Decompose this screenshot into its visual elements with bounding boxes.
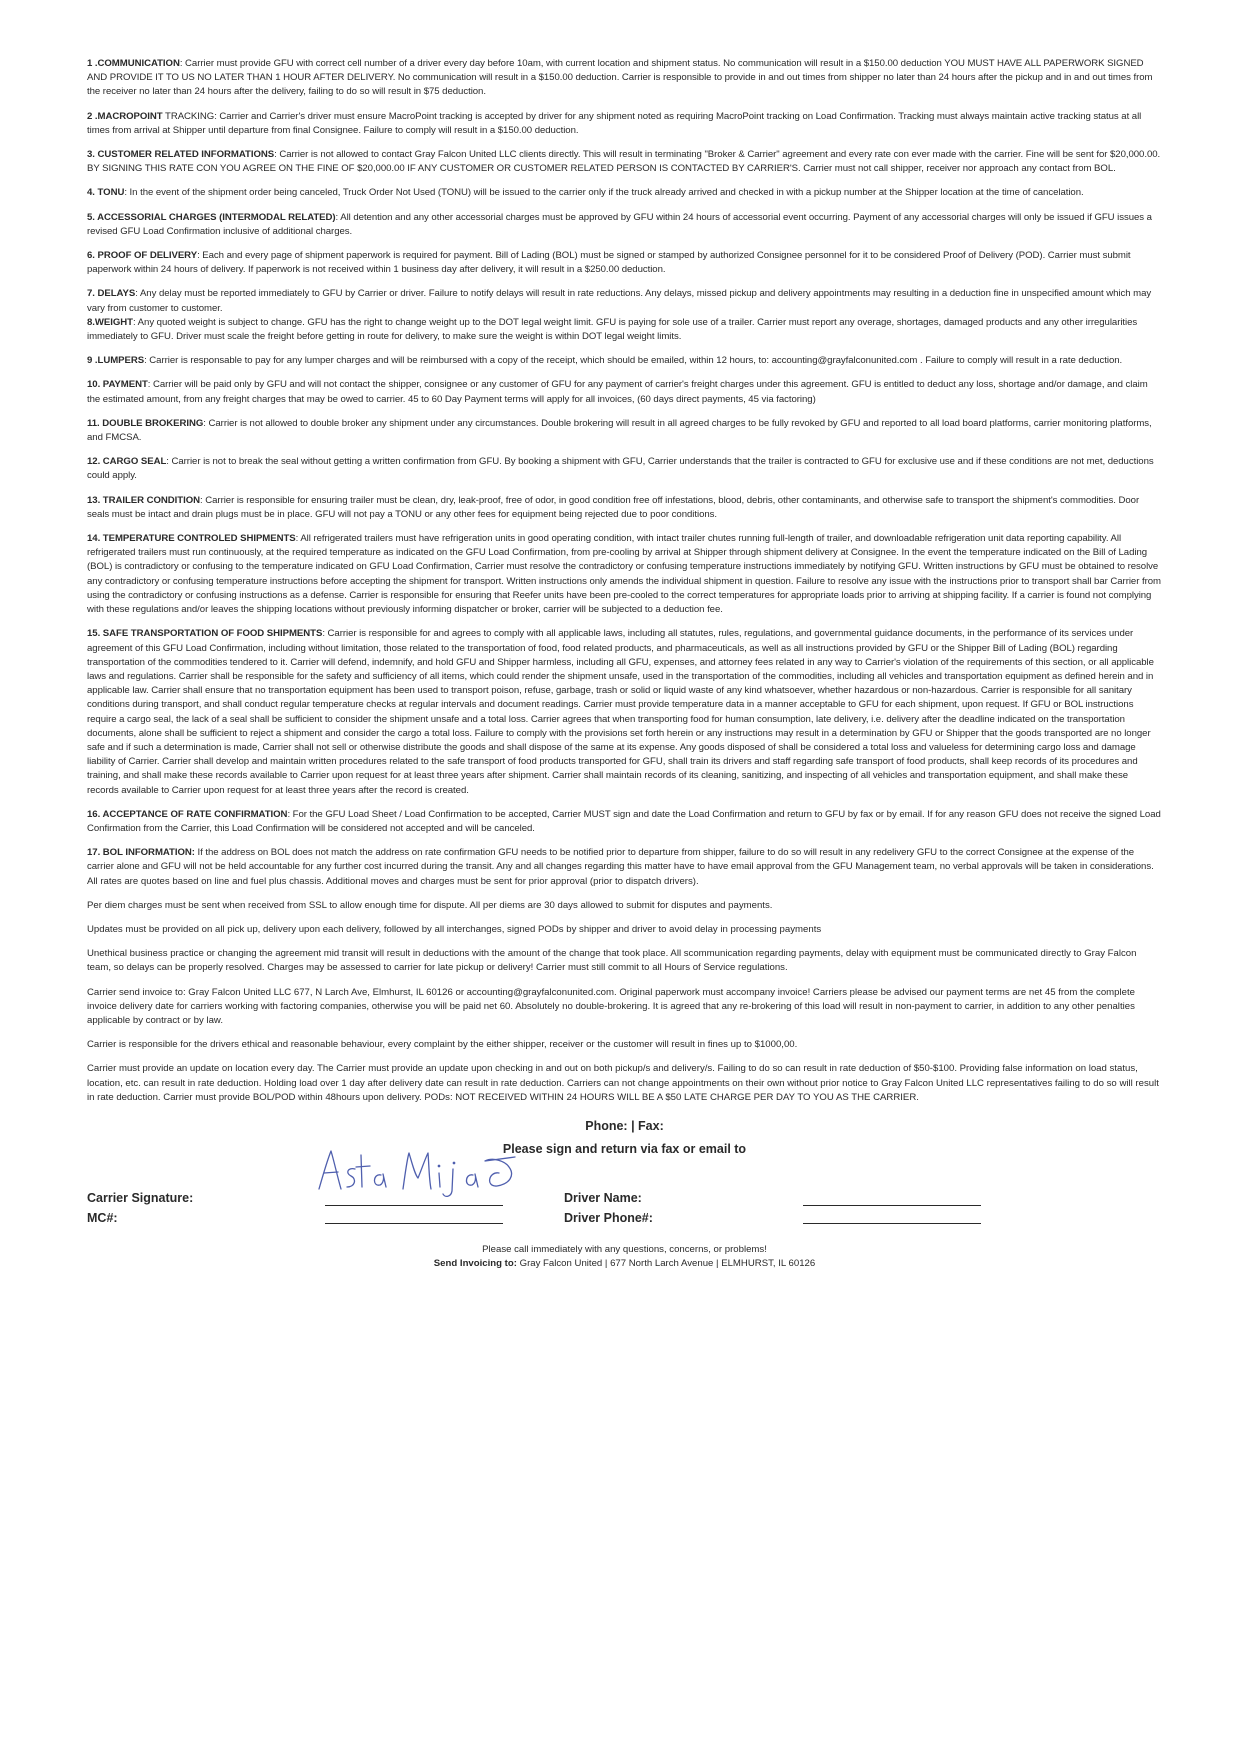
- term-label: 8.WEIGHT: [87, 316, 133, 328]
- term-label: 14. TEMPERATURE CONTROLED SHIPMENTS: [87, 533, 296, 545]
- terms-paragraph: Per diem charges must be sent when received from SSL to allow enough time for dispute. All per diems are 30 days allowed to submit for disputes and payments.: [87, 899, 773, 911]
- mc-label: MC#:: [87, 1210, 118, 1225]
- invoicing-line: [87, 1257, 1162, 1271]
- mc-line[interactable]: [325, 1223, 503, 1224]
- terms-paragraph: Carrier send invoice to: Gray Falcon United LLC 677, N Larch Ave, Elmhurst, IL 60126 or accounting@grayfalconunited.com. Original paperwork must accompany invoice! Carriers please be advised our payment terms are net 45 from the complete invoice delivery date for carriers working with factoring companies, otherwise you will be paid net 60. Absolutely no double-brokering. It is agreed that any re-brokering of this load will result in non-payment to carrier, in addition to any other penalties applicable by contract or by law.: [87, 986, 1135, 1026]
- terms-paragraph: Carrier is responsible for the drivers ethical and reasonable behaviour, every complaint by the either shipper, receiver or the customer will result in fines up to $1000,00.: [87, 1039, 798, 1051]
- term-text: TRACKING: Carrier and Carrier's driver must ensure MacroPoint tracking is accepted by driver for any shipment noted as requiring MacroPoint tracking on Load Confirmation. Tracking must always maintain active tracking status at all times from arrival at Shipper until departure from final Consignee. Failure to comply will result in a $150.00 deduction.: [87, 110, 1142, 136]
- term-label: 5. ACCESSORIAL CHARGES (INTERMODAL RELATED): [87, 211, 336, 223]
- term-text: If the address on BOL does not match the address on rate confirmation GFU needs to be notified prior to departure from shipper, failure to do so will result in any redelivery GFU to the correct Consignee at the expense of the carrier alone and GFU will not be held accountable for any further cost incurred during the transit. Any and all changes regarding this matter have to have email approval from the GFU Management team, no verbal approvals will be taken in considerations.: [87, 847, 1154, 873]
- invoicing-address: Gray Falcon United | 677 North Larch Avenue | ELMHURST, IL 60126: [516, 1257, 816, 1269]
- driver-phone-label: Driver Phone#:: [564, 1210, 653, 1225]
- rate-confirmation-terms: [87, 57, 1162, 1271]
- term-item: [87, 494, 1162, 522]
- term-text: : Any delay must be reported immediately to GFU by Carrier or driver. Failure to notify delays will result in rate reductions. Any delays, missed pickup and delivery appointments may resulting in a deduction fine in unspecified amount which may vary from customer to customer.: [87, 288, 1152, 314]
- term-item: [87, 417, 1162, 445]
- terms-paragraph: Updates must be provided on all pick up, delivery upon each delivery, followed by all interchanges, signed PODs by shipper and driver to avoid delay in processing payments: [87, 923, 822, 935]
- phone-fax-line: Phone: | Fax:: [585, 1118, 664, 1133]
- invoicing-label: Send Invoicing to:: [433, 1257, 517, 1269]
- return-instructions: Please sign and return via fax or email to: [502, 1141, 747, 1156]
- term-label: 12. CARGO SEAL: [87, 456, 167, 468]
- term-item: [87, 57, 1162, 100]
- term-label: 11. DOUBLE BROKERING: [87, 417, 204, 429]
- term-text: : Any quoted weight is subject to change. GFU has the right to change weight up to the DOT legal weight limit. GFU is paying for sole use of a trailer. Carrier must report any overage, shortages, damaged products and any other irregularities immediately to GFU. Driver must scale the freight before getting in route for delivery, to make sure the weight is within DOT legal weight limits.: [87, 316, 1138, 343]
- term-item: [87, 186, 1162, 200]
- contact-block: [87, 1115, 1162, 1161]
- term-text: : Carrier is not allowed to double broker any shipment under any circumstances. Double brokering will result in all agreed charges to be fully revoked by GFU and reported to all load board platforms, carrier monitoring platforms, and FMCSA.: [87, 417, 1152, 444]
- term-text: : For the GFU Load Sheet / Load Confirmation to be accepted, Carrier MUST sign and date the Load Confirmation and return to GFU by fax or by email. If for any reason GFU does not receive the signed Load Confirmation from the Carrier, this Load Confirmation will be considered not accepted and will be canceled.: [87, 808, 1161, 834]
- term-text: : All detention and any other accessorial charges must be approved by GFU within 24 hours of accessorial event occurring. Payment of any accessorial charges will only be issued if GFU issues a revised GFU Load Confirmation inclusive of additional charges.: [87, 211, 1152, 237]
- driver-name-line[interactable]: [803, 1205, 981, 1206]
- term-label: 15. SAFE TRANSPORTATION OF FOOD SHIPMENTS: [87, 628, 323, 640]
- terms-paragraph: Carrier must provide an update on location every day. The Carrier must provide an update upon checking in and out on both pickup/s and delivery/s. Failing to do so can result in rate deduction of $50-$100. Providing false information on load status, location, etc. can result in rate deduction. Holding load over 1 day after delivery date can result in rate deduction. Carriers can not change appointments on their own without prior notice to Gray Falcon United LLC representatives failing to do so will result in rate deduction. Carrier must provide BOL/POD within 48hours upon delivery. PODs: NOT RECEIVED WITHIN 24 HOURS WILL BE A $50 LATE CHARGE PER DAY TO YOU AS THE CARRIER.: [87, 1063, 1159, 1103]
- term-item: [87, 316, 1162, 344]
- driver-name-label: Driver Name:: [564, 1190, 642, 1205]
- term-label: 6. PROOF OF DELIVERY: [87, 250, 198, 262]
- carrier-signature-line[interactable]: [325, 1205, 503, 1206]
- call-notice: Please call immediately with any questions, concerns, or problems!: [482, 1243, 767, 1255]
- additional-terms: [87, 875, 1162, 1105]
- term-item: [87, 846, 1162, 874]
- term-item: [87, 378, 1162, 406]
- term-item: [87, 249, 1162, 277]
- terms-paragraph: All rates are quotes based on line and fuel plus chassis. Additional moves and charges must be sent for prior approval (prior to dispatch drivers).: [87, 875, 699, 887]
- term-text: : Each and every page of shipment paperwork is required for payment. Bill of Lading (BOL) must be signed or stamped by authorized Consignee personnel for it to be considered Proof of Delivery (POD). Carrier must submit paperwork within 24 hours of delivery. If paperwork is not received within 1 business day after delivery, it will result in a $250.00 deduction.: [87, 250, 1131, 276]
- term-text: : Carrier is not to break the seal without getting a written confirmation from GFU. By booking a shipment with GFU, Carrier understands that the trailer is contracted to GFU for exclusive use and if these conditions are not met, deductions could apply.: [87, 456, 1154, 482]
- term-text: : In the event of the shipment order being canceled, Truck Order Not Used (TONU) will be issued to the carrier only if the truck already arrived and checked in with a pickup number at the Shipper location at the time of cancelation.: [124, 187, 1084, 199]
- term-label: 7. DELAYS: [87, 288, 136, 300]
- signature-block: [87, 1177, 1162, 1225]
- term-label: 1 .COMMUNICATION: [87, 58, 180, 69]
- driver-phone-line[interactable]: [803, 1223, 981, 1224]
- term-label: 13. TRAILER CONDITION: [87, 494, 201, 506]
- terms-list: [87, 57, 1162, 875]
- term-label: 4. TONU: [87, 187, 125, 199]
- term-item: [87, 211, 1162, 239]
- term-item: [87, 808, 1162, 836]
- term-text: : All refrigerated trailers must have refrigeration units in good operating condition, with intact trailer chutes running full-length of trailer, and downloadable refrigeration unit data reporting capability. All refrigerated trailers must run continuously, at the required temperature as indicated on the GFU Load Confirmation, from pre-cooling by arrival at Shipper through shipment delivery at Consignee. In the event the temperature indicated on the Bill of Lading (BOL) is contradictory or confusing to the temperature indicated on GFU Load Confirmation, Carrier must resolve the contradictory or confusing temperature instructions immediately by notifying GFU. Written instructions by GFU must be obtained to resolve any contradictory or confusing temperature instructions before accepting the shipment for transport. Written instructions only amends the individual shipment in question. Failure to resolve any issue with the instructions prior to transport shall bar Carrier from using the contradictory or confusing instructions as a defense. Carrier is responsible for ensuring that Reefer units have been pre-cooled to the correct temperatures for appropriate loads prior to arriving at shipping facility. If a carrier is found not complying with these regulations and/or leaves the shipping locations without previously informing dispatcher or broker, carrier will be subjected to a deduction fee.: [87, 533, 1161, 616]
- term-text: : Carrier is responsible for and agrees to comply with all applicable laws, including all statutes, rules, regulations, and governmental guidance documents, in the performance of its services under agreement of this GFU Load Confirmation, including without limitation, those related to the transportation of food, food related products, and pharmaceuticals, as well as all instructions provided by GFU or the Shipper Bill of Lading (BOL) regarding transportation of the commodities tendered to it. Carrier will defend, indemnify, and hold GFU and Shipper harmless, including all GFU, expenses, and attorney fees related in any way to Carrier's violation of the requirements of this section, or all applicable laws and regulations. Carrier shall be responsible for the safety and sufficiency of all items, which could render the shipment unsafe, used in the transportation of the commodities, including all vehicles and transportation equipment as defined herein and in applicable law. Carrier shall ensure that no transportation equipment has been used to transport poison, refuse, garbage, trash or solid or liquid waste of any kind whatsoever, whether hazardous or non-hazardous. Carrier is responsible for all sanitary conditions during transport, and shall conduct regular temperature checks at regular intervals and document readings. Carrier must provide temperature data in a manner acceptable to GFU for each shipment, upon request. If GFU or BOL instructions require a cargo seal, the lack of a seal shall be sufficient to consider the shipment unsafe and a total loss. Carrier agrees that when transporting food for human consumption, late delivery, i.e. delivery after the deadline indicated on the transportation documents, alone shall be sufficient to reject a shipment and consider the cargo a total loss. Failure to comply with the provisions set forth herein or any instructions may result in a determination by GFU or Shipper that the goods transported are no longer safe and if such a determination is made, Carrier shall not sell or otherwise distribute the goods and shall dispose of the same at its expense. Any goods disposed of shall be considered a total loss and valueless for determining cargo loss and damage liability of Carrier. Carrier shall develop and maintain written procedures related to the safe transport of food products transported for GFU, shall train its drivers and staff regarding safe transport of food products, shall keep records of its procedures and training, and shall make these records available to Carrier upon request for at least three years after shipment. Carrier shall maintain records of its cleaning, sanitizing, and inspecting of all vehicles and transportation equipment, and shall make these records available to Carrier upon request for at least three years after the record is created.: [87, 628, 1154, 796]
- term-label: 3. CUSTOMER RELATED INFORMATIONS: [87, 149, 275, 161]
- carrier-signature-label: Carrier Signature:: [87, 1190, 194, 1205]
- term-text: : Carrier will be paid only by GFU and will not contact the shipper, consignee or any customer of GFU for any payment of carrier's freight charges under this agreement. GFU is entitled to deduct any loss, shortage and/or damage, and claim the estimated amount, from any freight charges that may be owed to carrier. 45 to 60 Day Payment terms will apply for all invoices, (60 days direct payments, 45 via factoring): [87, 379, 1148, 405]
- term-text: : Carrier is not allowed to contact Gray Falcon United LLC clients directly. This will result in terminating "Broker & Carrier" agreement and every rate con ever made with the carrier. Fine will be sent for $20,000.00. BY SIGNING THIS RATE CON YOU AGREE ON THE FINE OF $20,000.00 IF ANY CUSTOMER OR CUSTOMER RELATED PERSON IS CONTACTED BY CARRIER'S. Carrier must not call shipper, receiver nor approach any contact from BOL.: [87, 149, 1161, 175]
- term-item: [87, 532, 1162, 617]
- term-text: : Carrier is responsable to pay for any lumper charges and will be reimbursed with a copy of the receipt, which should be emailed, within 12 hours, to: accounting@grayfalconunited.com . Failure to comply will result in a rate deduction.: [144, 355, 1123, 367]
- term-label: 9 .LUMPERS: [87, 355, 145, 367]
- term-item: [87, 148, 1162, 176]
- footer: [87, 1243, 1162, 1271]
- term-item: [87, 110, 1162, 138]
- term-item: [87, 354, 1162, 368]
- term-item: [87, 287, 1162, 315]
- term-label: 10. PAYMENT: [87, 379, 148, 391]
- terms-paragraph: Unethical business practice or changing the agreement mid transit will result in deductions with the amount of the change that took place. All scommunication regarding payments, delay with equipment must be communicated directly to Gray Falcon team, so delays can be properly resolved. Charges may be assessed to carrier for late pickup or delivery! Carrier must still commit to all Hours of Service regulations.: [87, 948, 1137, 974]
- term-item: [87, 627, 1162, 797]
- term-text: : Carrier is responsible for ensuring trailer must be clean, dry, leak-proof, free of odor, in good condition free off infestations, blood, debris, other contaminants, and otherwise safe to transport the shipment's commodities. Door seals must be intact and drain plugs must be in place. GFU will not pay a TONU or any other fees for equipment being rejected due to poor conditions.: [87, 494, 1140, 520]
- carrier-signature: [315, 1145, 525, 1201]
- term-item: [87, 455, 1162, 483]
- term-text: : Carrier must provide GFU with correct cell number of a driver every day before 10am, with current location and shipment status. No communication will result in a $150.00 deduction YOU MUST HAVE ALL PAPERWORK SIGNED AND PROVIDE IT TO US NO LATER THAN 1 HOUR AFTER DELIVERY. No communication will result in a $150.00 deduction. Carrier is responsible to provide in and out times from shipper no later than 24 hours after the pickup and in and out times from the receiver no later than 24 hours after the delivery, failing to do so will result in $75 deduction.: [87, 58, 1153, 98]
- term-label: 2 .MACROPOINT: [87, 110, 163, 122]
- term-label: 16. ACCEPTANCE OF RATE CONFIRMATION: [87, 808, 288, 820]
- term-label: 17. BOL INFORMATION:: [87, 847, 195, 859]
